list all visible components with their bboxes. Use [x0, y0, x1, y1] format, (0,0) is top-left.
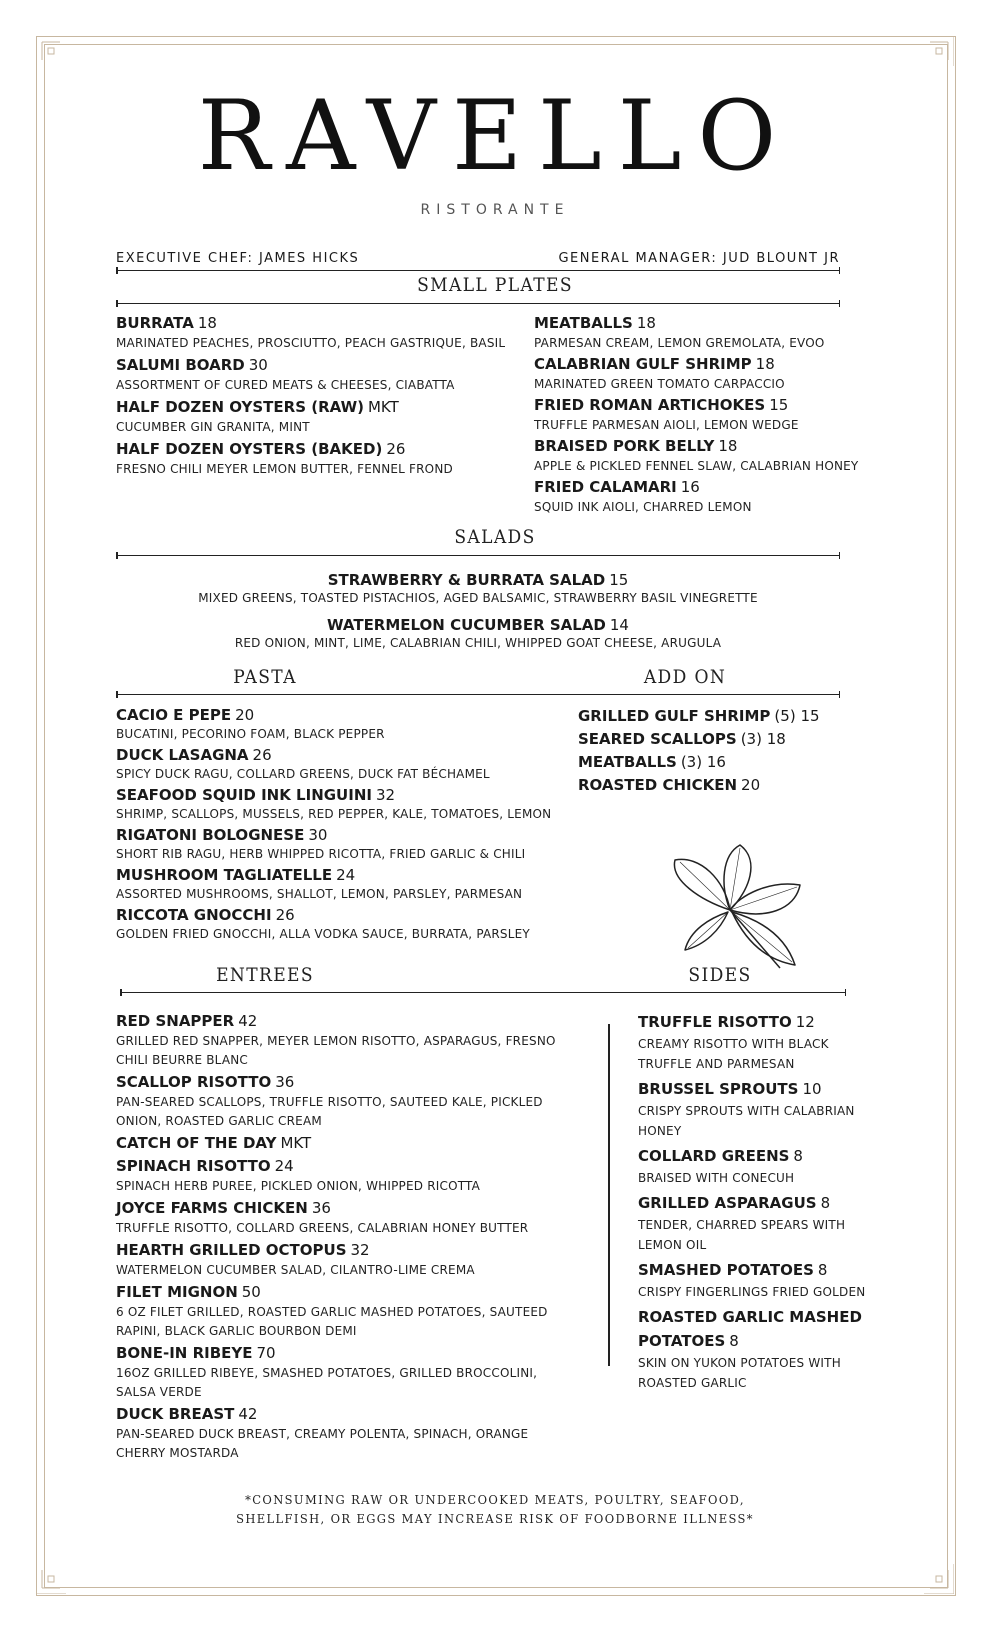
menu-item-description: RED ONION, MINT, LIME, CALABRIAN CHILI, WHIPPED GOAT CHEESE, ARUGULA: [234, 636, 722, 650]
menu-item: [116, 396, 506, 437]
small-plates-left-list: [116, 312, 506, 480]
section-title-entrees: ENTREES: [216, 964, 314, 986]
menu-item: [638, 1258, 878, 1302]
menu-item: [116, 1403, 576, 1463]
menu-item-description: SPINACH HERB PUREE, PICKLED ONION, WHIPPED RICOTTA: [116, 1179, 481, 1193]
menu-item-name: FRIED CALAMARI: [534, 478, 677, 496]
menu-item: [116, 1197, 576, 1238]
menu-item: [116, 312, 506, 353]
general-manager: GENERAL MANAGER: JUD BLOUNT JR: [558, 251, 840, 266]
menu-item: [578, 751, 858, 773]
menu-item-name: FRIED ROMAN ARTICHOKES: [534, 396, 766, 414]
menu-item-description: TRUFFLE PARMESAN AIOLI, LEMON WEDGE: [534, 418, 799, 432]
menu-item: [116, 1239, 576, 1280]
menu-item: [116, 570, 840, 607]
column-divider: [608, 1024, 610, 1366]
menu-item-name: RED SNAPPER: [116, 1012, 235, 1030]
menu-item: [116, 865, 576, 904]
menu-item-price: 18: [636, 314, 656, 332]
menu-item-price: 24: [336, 866, 356, 884]
menu-item: [534, 394, 884, 435]
greek-key-corner-icon: [924, 36, 954, 66]
menu-item: [534, 353, 884, 394]
menu-item-name: CACIO E PEPE: [116, 706, 232, 724]
menu-item-price: 18: [718, 437, 738, 455]
footer-disclaimer-line-1: *CONSUMING RAW OR UNDERCOOKED MEATS, POULTRY, SEAFOOD,: [245, 1492, 745, 1507]
menu-item-price: 18: [755, 355, 775, 373]
small-plates-right-list: [534, 312, 884, 517]
add-on-list: [578, 705, 858, 797]
menu-item: [116, 438, 506, 479]
menu-item-description: SHORT RIB RAGU, HERB WHIPPED RICOTTA, FRIED GARLIC & CHILI: [116, 847, 526, 861]
menu-item-price: 50: [241, 1283, 261, 1301]
menu-item-description: SQUID INK AIOLI, CHARRED LEMON: [534, 500, 752, 514]
menu-item-description: SHRIMP, SCALLOPS, MUSSELS, RED PEPPER, KALE, TOMATOES, LEMON: [116, 807, 552, 821]
menu-item-price: 18: [197, 314, 217, 332]
menu-item-price: 8: [817, 1261, 828, 1279]
menu-item-price: 10: [802, 1080, 822, 1098]
divider: [116, 303, 840, 304]
menu-item: [116, 1010, 576, 1070]
sides-list: [638, 1010, 878, 1396]
menu-item-price: 12: [795, 1013, 815, 1031]
footer-disclaimer-line-2: SHELLFISH, OR EGGS MAY INCREASE RISK OF FOODBORNE ILLNESS*: [236, 1511, 754, 1526]
menu-item: [638, 1191, 878, 1255]
menu-item-name: SEAFOOD SQUID INK LINGUINI: [116, 786, 372, 804]
basil-leaf-icon: [660, 840, 830, 970]
restaurant-logo: RAVELLO: [197, 80, 793, 192]
menu-item-description: SPICY DUCK RAGU, COLLARD GREENS, DUCK FAT BÉCHAMEL: [116, 767, 490, 781]
divider: [116, 555, 840, 556]
executive-chef: EXECUTIVE CHEF: JAMES HICKS: [116, 251, 360, 266]
section-title-add-on: ADD ON: [643, 666, 727, 688]
menu-item: [116, 1071, 576, 1131]
greek-key-corner-icon: [36, 1564, 66, 1594]
menu-item-description: MIXED GREENS, TOASTED PISTACHIOS, AGED BALSAMIC, STRAWBERRY BASIL VINEGRETTE: [198, 591, 758, 605]
menu-item: [116, 745, 576, 784]
menu-item-name: ROASTED GARLIC MASHED POTATOES: [638, 1308, 862, 1350]
menu-item-price: 26: [252, 746, 272, 764]
menu-item-name: CATCH OF THE DAY: [116, 1134, 277, 1152]
menu-item-name: BONE-IN RIBEYE: [116, 1344, 253, 1362]
menu-item: [534, 435, 884, 476]
menu-item: [116, 1342, 576, 1402]
entrees-list: [116, 1010, 576, 1464]
menu-item: [638, 1144, 878, 1188]
menu-item-price: 14: [609, 616, 629, 634]
menu-item-name: RICCOTA GNOCCHI: [116, 906, 272, 924]
menu-item-name: JOYCE FARMS CHICKEN: [116, 1199, 308, 1217]
menu-item-price: 32: [350, 1241, 370, 1259]
menu-item-description: ASSORTED MUSHROOMS, SHALLOT, LEMON, PARSLEY, PARMESAN: [116, 887, 523, 901]
menu-item-description: WATERMELON CUCUMBER SALAD, CILANTRO-LIME CREMA: [116, 1263, 475, 1277]
menu-item-description: ASSORTMENT OF CURED MEATS & CHEESES, CIABATTA: [116, 378, 455, 392]
menu-item: [116, 905, 576, 944]
menu-item-name: HALF DOZEN OYSTERS (BAKED): [116, 440, 383, 458]
section-title-salads: SALADS: [454, 526, 536, 548]
menu-item-name: BRAISED PORK BELLY: [534, 437, 715, 455]
menu-item-name: TRUFFLE RISOTTO: [638, 1013, 792, 1031]
menu-item-price: (3) 18: [740, 730, 786, 748]
menu-item-description: TENDER, CHARRED SPEARS WITH LEMON OIL: [638, 1218, 846, 1252]
menu-item-name: CALABRIAN GULF SHRIMP: [534, 355, 752, 373]
menu-item-name: SEARED SCALLOPS: [578, 730, 737, 748]
menu-item-name: SCALLOP RISOTTO: [116, 1073, 272, 1091]
menu-item: [534, 476, 884, 517]
menu-item-name: WATERMELON CUCUMBER SALAD: [327, 616, 606, 634]
divider: [116, 270, 840, 271]
menu-item-description: PAN-SEARED DUCK BREAST, CREAMY POLENTA, SPINACH, ORANGE CHERRY MOSTARDA: [116, 1427, 529, 1460]
menu-item-name: GRILLED ASPARAGUS: [638, 1194, 817, 1212]
menu-item-price: 36: [311, 1199, 331, 1217]
menu-item-name: SMASHED POTATOES: [638, 1261, 814, 1279]
menu-item-price: 20: [235, 706, 255, 724]
menu-item: [638, 1305, 878, 1393]
menu-item-description: SKIN ON YUKON POTATOES WITH ROASTED GARLIC: [638, 1356, 841, 1390]
menu-item-price: MKT: [280, 1134, 312, 1152]
greek-key-corner-icon: [36, 36, 66, 66]
menu-item: [116, 705, 576, 744]
menu-item-description: CREAMY RISOTTO WITH BLACK TRUFFLE AND PARMESAN: [638, 1037, 829, 1071]
menu-item-price: 26: [275, 906, 295, 924]
pasta-list: [116, 705, 576, 945]
menu-item-price: 70: [256, 1344, 276, 1362]
menu-item-description: FRESNO CHILI MEYER LEMON BUTTER, FENNEL FROND: [116, 462, 453, 476]
menu-item-name: HEARTH GRILLED OCTOPUS: [116, 1241, 347, 1259]
menu-item: [578, 774, 858, 796]
section-title-pasta: PASTA: [233, 666, 297, 688]
menu-item-name: MUSHROOM TAGLIATELLE: [116, 866, 333, 884]
menu-item-name: MEATBALLS: [578, 753, 677, 771]
menu-item-price: 8: [820, 1194, 831, 1212]
menu-item-description: CUCUMBER GIN GRANITA, MINT: [116, 420, 310, 434]
menu-item-price: 30: [308, 826, 328, 844]
menu-item-description: GOLDEN FRIED GNOCCHI, ALLA VODKA SAUCE, BURRATA, PARSLEY: [116, 927, 530, 941]
menu-item-price: 42: [238, 1405, 258, 1423]
menu-item-name: MEATBALLS: [534, 314, 633, 332]
menu-item-name: GRILLED GULF SHRIMP: [578, 707, 771, 725]
menu-item-name: ROASTED CHICKEN: [578, 776, 738, 794]
menu-item-name: DUCK BREAST: [116, 1405, 235, 1423]
menu-item-name: SALUMI BOARD: [116, 356, 245, 374]
menu-item-description: GRILLED RED SNAPPER, MEYER LEMON RISOTTO, ASPARAGUS, FRESNO CHILI BEURRE BLANC: [116, 1034, 556, 1067]
menu-item: [116, 1155, 576, 1196]
menu-item-description: TRUFFLE RISOTTO, COLLARD GREENS, CALABRIAN HONEY BUTTER: [116, 1221, 529, 1235]
menu-item-price: 42: [238, 1012, 258, 1030]
menu-item: [116, 1132, 576, 1154]
menu-item: [638, 1010, 878, 1074]
menu-item-price: MKT: [367, 398, 399, 416]
menu-item: [116, 825, 576, 864]
menu-item-price: 16: [680, 478, 700, 496]
menu-item-price: 26: [386, 440, 406, 458]
menu-item-description: CRISPY FINGERLINGS FRIED GOLDEN: [638, 1285, 866, 1299]
menu-item-description: PAN-SEARED SCALLOPS, TRUFFLE RISOTTO, SAUTEED KALE, PICKLED ONION, ROASTED GARLIC CREAM: [116, 1095, 543, 1128]
menu-item-price: 30: [248, 356, 268, 374]
menu-item-description: APPLE & PICKLED FENNEL SLAW, CALABRIAN HONEY: [534, 459, 859, 473]
menu-item-name: RIGATONI BOLOGNESE: [116, 826, 305, 844]
menu-item-description: 16OZ GRILLED RIBEYE, SMASHED POTATOES, GRILLED BROCCOLINI, SALSA VERDE: [116, 1366, 538, 1399]
greek-key-corner-icon: [924, 1564, 954, 1594]
menu-item: [116, 1281, 576, 1341]
menu-item-price: 8: [729, 1332, 739, 1350]
menu-item-description: BRAISED WITH CONECUH: [638, 1171, 795, 1185]
section-title-small-plates: SMALL PLATES: [417, 274, 573, 296]
menu-item-price: 24: [274, 1157, 294, 1175]
menu-item-description: PARMESAN CREAM, LEMON GREMOLATA, EVOO: [534, 336, 825, 350]
menu-item-description: MARINATED GREEN TOMATO CARPACCIO: [534, 377, 785, 391]
menu-item: [638, 1077, 878, 1141]
menu-item: [116, 615, 840, 652]
salads-list: [116, 570, 840, 660]
menu-item: [116, 354, 506, 395]
menu-item-name: SPINACH RISOTTO: [116, 1157, 271, 1175]
section-title-sides: SIDES: [688, 964, 752, 986]
menu-item-price: 36: [275, 1073, 295, 1091]
menu-item-price: (3) 16: [680, 753, 726, 771]
divider: [120, 992, 846, 993]
menu-item-price: 15: [769, 396, 789, 414]
menu-item: [534, 312, 884, 353]
menu-item-description: BUCATINI, PECORINO FOAM, BLACK PEPPER: [116, 727, 385, 741]
menu-item: [116, 785, 576, 824]
restaurant-subtitle: RISTORANTE: [420, 202, 570, 218]
menu-item-price: 20: [741, 776, 761, 794]
menu-item-price: 15: [609, 571, 629, 589]
menu-item-name: DUCK LASAGNA: [116, 746, 249, 764]
menu-item-price: 8: [793, 1147, 803, 1165]
menu-item-description: MARINATED PEACHES, PROSCIUTTO, PEACH GASTRIQUE, BASIL: [116, 336, 506, 350]
menu-item-price: (5) 15: [774, 707, 820, 725]
menu-item-price: 32: [375, 786, 396, 804]
menu-item: [578, 705, 858, 727]
divider: [116, 694, 840, 695]
menu-item-description: 6 OZ FILET GRILLED, ROASTED GARLIC MASHED POTATOES, SAUTEED RAPINI, BLACK GARLIC BOURBON DEMI: [116, 1305, 548, 1338]
menu-item-name: BRUSSEL SPROUTS: [638, 1080, 799, 1098]
menu-item-name: STRAWBERRY & BURRATA SALAD: [327, 571, 606, 589]
menu-item-name: COLLARD GREENS: [638, 1147, 790, 1165]
menu-item-name: FILET MIGNON: [116, 1283, 238, 1301]
menu-item: [578, 728, 858, 750]
menu-item-name: BURRATA: [116, 314, 194, 332]
menu-item-name: HALF DOZEN OYSTERS (RAW): [116, 398, 364, 416]
menu-item-description: CRISPY SPROUTS WITH CALABRIAN HONEY: [638, 1104, 855, 1138]
